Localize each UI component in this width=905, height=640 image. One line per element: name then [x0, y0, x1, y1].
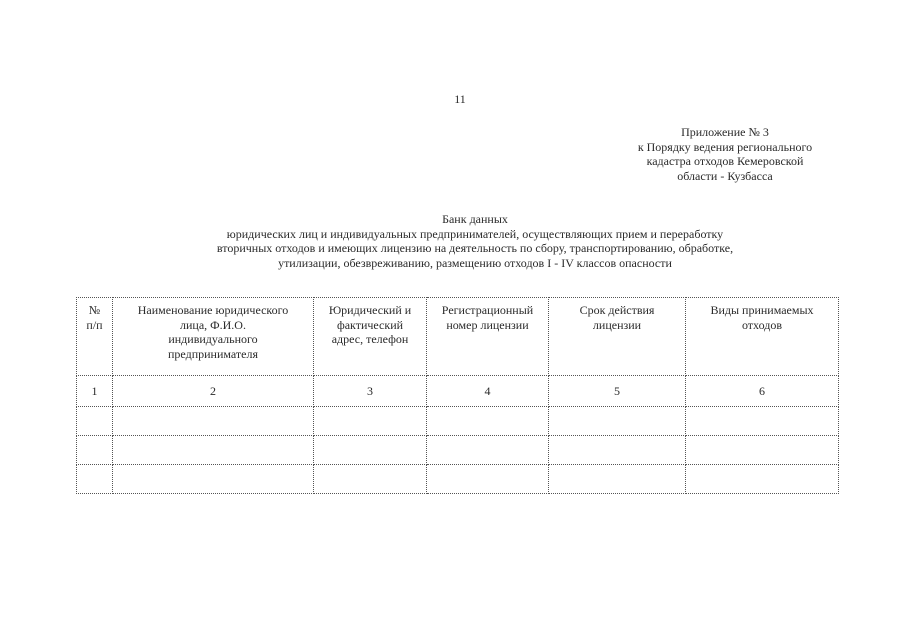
title-line: вторичных отходов и имеющих лицензию на деятельность по сбору, транспортированию, обработке, — [216, 241, 734, 255]
title-line: утилизации, обезвреживанию, размещению отходов I - IV классов опасности — [278, 255, 672, 270]
column-number-cell: 2 — [113, 376, 314, 407]
appendix-line: кадастра отходов Кемеровской — [646, 154, 804, 168]
document-title — [100, 212, 850, 270]
table-cell — [314, 436, 427, 465]
page-number: 11 — [454, 92, 466, 106]
table-row — [77, 407, 839, 436]
column-number-row — [77, 376, 839, 407]
table-cell — [427, 436, 549, 465]
table-cell — [686, 407, 839, 436]
header-cell-waste-types: Виды принимаемых отходов — [686, 298, 839, 376]
header-cell-number: № п/п — [77, 298, 113, 376]
table-cell — [77, 436, 113, 465]
appendix-note — [600, 125, 850, 183]
table-cell — [686, 465, 839, 494]
column-number-cell: 1 — [77, 376, 113, 407]
table-cell — [113, 436, 314, 465]
column-number-cell: 5 — [549, 376, 686, 407]
appendix-line: к Порядку ведения регионального — [637, 139, 813, 154]
data-bank-table — [76, 297, 839, 494]
header-cell-license-number: Регистрационный номер лицензии — [427, 298, 549, 376]
table-cell — [77, 465, 113, 494]
column-number-cell: 6 — [686, 376, 839, 407]
table-cell — [549, 465, 686, 494]
table-cell — [314, 465, 427, 494]
header-cell-license-term: Срок действия лицензии — [549, 298, 686, 376]
title-line: юридических лиц и индивидуальных предпринимателей, осуществляющих прием и переработку — [226, 226, 724, 241]
table-header-row — [77, 298, 839, 376]
table-cell — [113, 407, 314, 436]
appendix-line: Приложение № 3 — [681, 125, 769, 139]
table-cell — [427, 407, 549, 436]
table-cell — [549, 407, 686, 436]
table-cell — [549, 436, 686, 465]
table-row — [77, 436, 839, 465]
table-row — [77, 465, 839, 494]
header-cell-address: Юридический и фактический адрес, телефон — [314, 298, 427, 376]
table-cell — [314, 407, 427, 436]
column-number-cell: 3 — [314, 376, 427, 407]
appendix-line: области - Кузбасса — [677, 168, 773, 183]
column-number-cell: 4 — [427, 376, 549, 407]
header-cell-name: Наименование юридического лица, Ф.И.О. индивидуального предпринимателя — [113, 298, 314, 376]
table-cell — [77, 407, 113, 436]
table-cell — [113, 465, 314, 494]
table-cell — [427, 465, 549, 494]
title-line: Банк данных — [442, 212, 508, 226]
table-cell — [686, 436, 839, 465]
